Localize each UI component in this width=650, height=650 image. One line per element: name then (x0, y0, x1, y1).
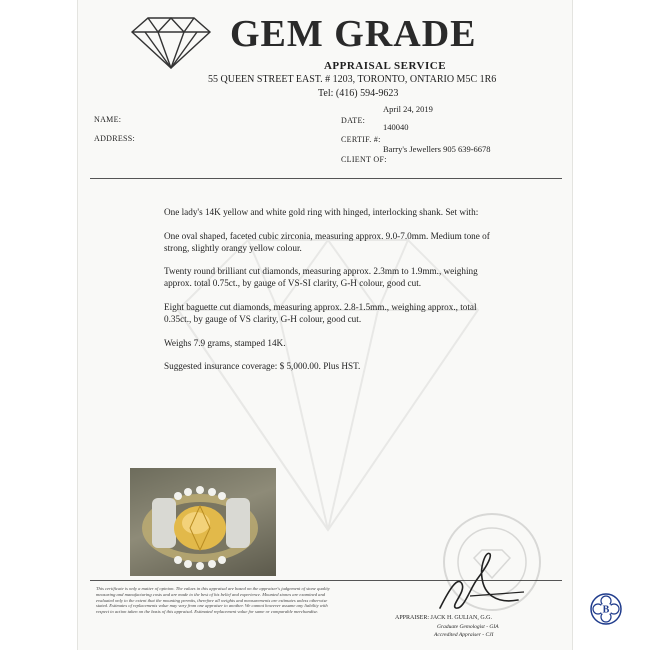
client-label: CLIENT OF: (341, 155, 387, 164)
corner-badge-icon (589, 592, 623, 626)
badge-letter: B (602, 604, 610, 616)
disclaimer-text: This certificate is only a matter of opinion. The values in this appraisal are based on the appraiser's judgement of stone quality measuring and manufacturing costs and are made to the best of his belief and experience. Mounted stones are examined and evaluated only to the extent that the mounting permits, therefore all weights and measurements are estimates unless otherwise stated. Estimates of replacements value may vary from one appraiser to another. We cannot however assume any liability with respect to action taken on the basis of this appraisal. Estimated replacement value for same or comparable merchandise. (96, 586, 330, 615)
brand-title: GEM GRADE (230, 13, 477, 55)
appraiser-qualification-gia: Graduate Gemologist - GIA (437, 624, 499, 630)
appraiser-qualification-cji: Accredited Appraiser - CJI (434, 632, 494, 638)
description-paragraph: One oval shaped, faceted cubic zirconia, measuring approx. 9.0-7.0mm. Medium tone of strong, slightly orangy yellow colour. (164, 230, 490, 253)
certif-label: CERTIF. #: (341, 135, 381, 144)
header-divider (90, 178, 562, 179)
description-paragraph: One lady's 14K yellow and white gold ring with hinged, interlocking shank. Set with: (164, 207, 479, 217)
appraiser-name: APPRAISER: JACK H. GULIAN, G.G. (395, 615, 493, 621)
company-address: 55 QUEEN STREET EAST. # 1203, TORONTO, ONTARIO M5C 1R6 (208, 74, 497, 85)
description-paragraph: Twenty round brilliant cut diamonds, measuring approx. 2.3mm to 1.9mm., weighing approx. total 0.75ct., by gauge of VS-SI clarity, G-H colour, good cut. (164, 266, 478, 289)
appraisal-description (164, 207, 504, 385)
description-paragraph: Weighs 7.9 grams, stamped 14K. (164, 337, 286, 348)
certif-value: 140040 (383, 122, 409, 132)
appraiser-signature (420, 548, 530, 618)
date-value: April 24, 2019 (383, 104, 433, 114)
client-value: Barry's Jewellers 905 639-6678 (383, 144, 491, 154)
name-label: NAME: (94, 115, 122, 124)
ring-photo (130, 468, 276, 576)
date-label: DATE: (341, 116, 366, 125)
description-paragraph: Suggested insurance coverage: $ 5,000.00. Plus HST. (164, 361, 361, 372)
service-subtitle: APPRAISAL SERVICE (323, 60, 447, 72)
ring-illustration (130, 468, 276, 576)
company-phone: Tel: (416) 594-9623 (318, 88, 399, 99)
address-label: ADDRESS: (94, 134, 136, 143)
description-paragraph: Eight baguette cut diamonds, measuring approx. 2.8-1.5mm., weighing approx., total 0.35ct., by gauge of VS clarity, G-H colour, good cut. (164, 301, 477, 324)
